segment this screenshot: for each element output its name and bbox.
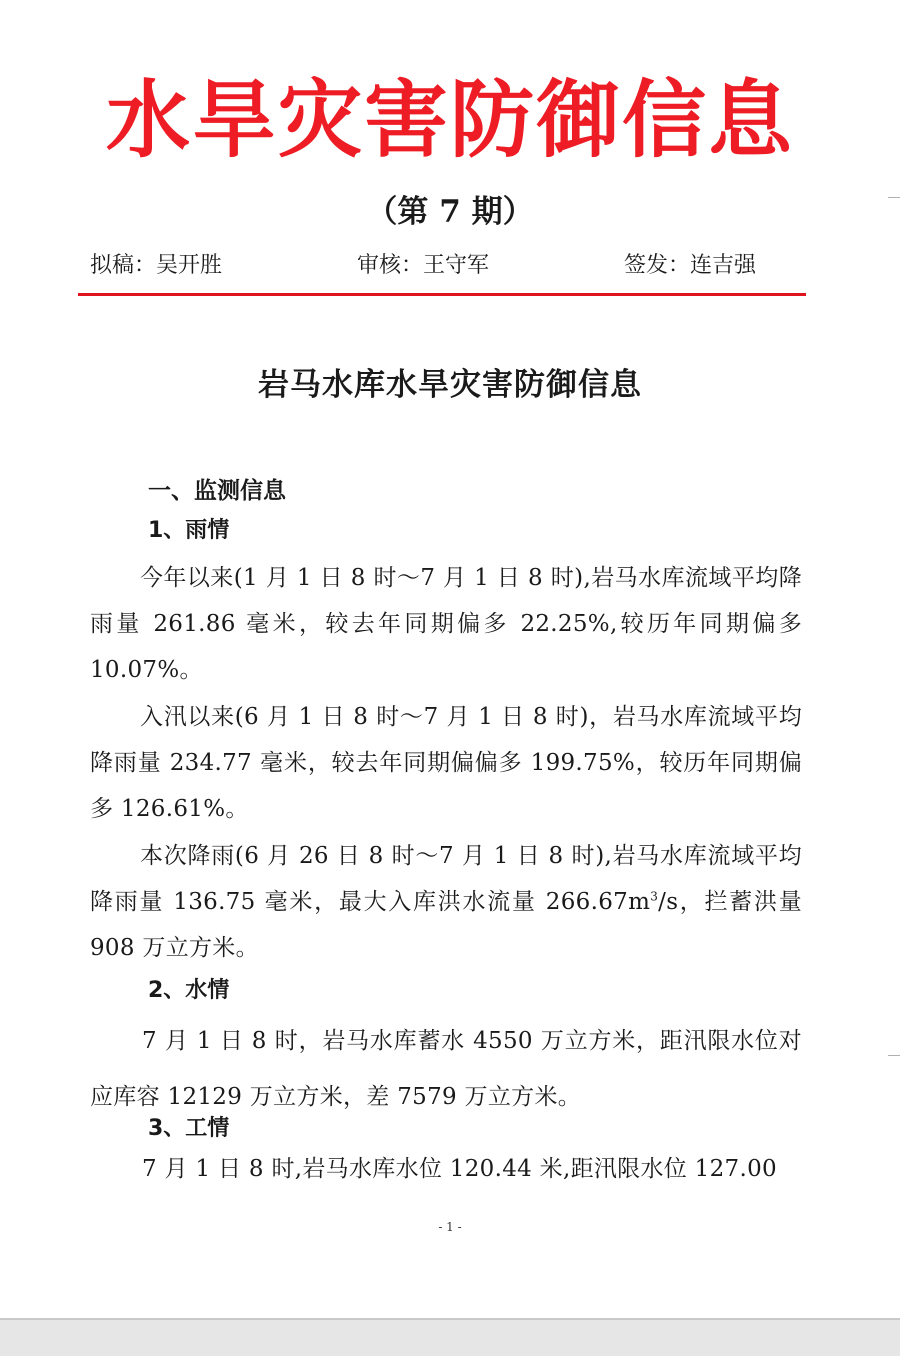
document-title: 岩马水库水旱灾害防御信息 (258, 367, 642, 403)
subheading-water: 2、水情 (148, 978, 230, 1003)
water-paragraph: 7 月 1 日 8 时，岩马水库蓄水 4550 万立方米，距汛限水位对应库容 12129 万立方米，差 7579 万立方米。 (90, 1028, 802, 1110)
subheading-works: 3、工情 (148, 1116, 230, 1141)
page-number: - 1 - (438, 1220, 462, 1234)
rain-text-before: 本次降雨(6 月 26 日 8 时～7 月 1 日 8 时),岩马水库流域平均降雨量 136.75 毫米，最大入库洪水流量 266.67m (90, 843, 802, 915)
rain-paragraph-current-event (90, 833, 802, 971)
page-edge (0, 1318, 900, 1320)
rain-paragraph-flood-season: 入汛以来(6 月 1 日 8 时～7 月 1 日 8 时)，岩马水库流域平均降雨量 234.77 毫米，较去年同期偏偏多 199.75%，较历年同期偏多 126.61%。 (90, 704, 802, 822)
cubic-superscript: 3 (650, 889, 659, 904)
rain-text-after: /s，拦蓄洪量 908 万立方米。 (90, 889, 802, 961)
issue-number: （第 7 期） (366, 194, 534, 230)
reviewer-line: 审核：王守军 (357, 253, 490, 278)
subheading-rain: 1、雨情 (148, 518, 230, 543)
drafter-line: 拟稿：吴开胜 (90, 253, 223, 278)
masthead-title: 水旱灾害防御信息 (105, 71, 794, 169)
page-gap (0, 1318, 900, 1356)
rain-paragraph-year: 今年以来(1 月 1 日 8 时～7 月 1 日 8 时),岩马水库流域平均降雨量 261.86 毫米，较去年同期偏多 22.25%,较历年同期偏多 10.07%。 (90, 565, 802, 683)
issuer-line: 签发：连吉强 (624, 253, 757, 278)
header-divider (78, 293, 806, 296)
section-heading-monitoring: 一、监测信息 (148, 478, 286, 504)
margin-mark (888, 1055, 900, 1056)
margin-mark (888, 197, 900, 198)
works-paragraph: 7 月 1 日 8 时,岩马水库水位 120.44 米,距汛限水位 127.00 (142, 1156, 777, 1182)
